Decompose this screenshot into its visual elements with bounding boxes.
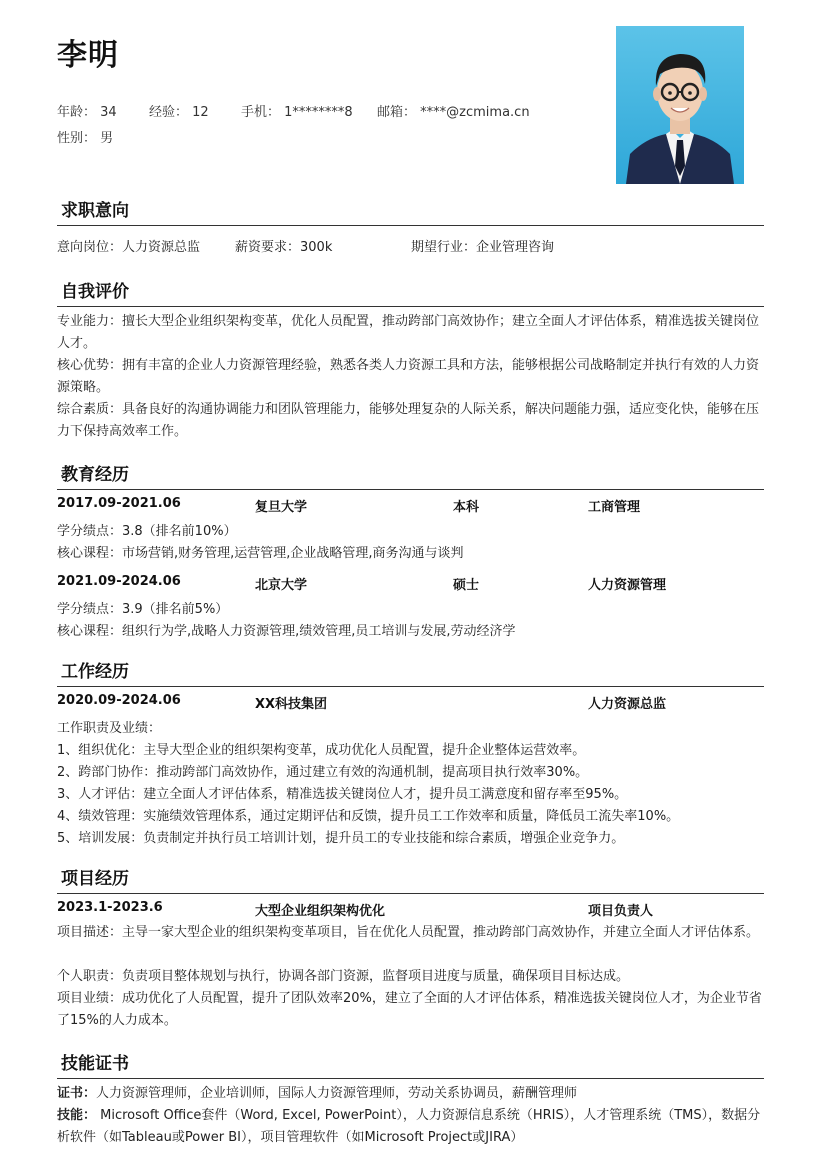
section-divider: [57, 306, 764, 307]
experience-label: 经验：: [149, 105, 189, 120]
email-label: 邮箱：: [377, 105, 417, 120]
section-divider: [57, 686, 764, 687]
project-description: 项目描述：主导一家大型企业的组织架构变革项目，旨在优化人员配置，推动跨部门高效协作，并建立全面人才评估体系。: [57, 925, 760, 940]
gender-info: [57, 127, 113, 146]
edu-2-gpa: 学分绩点：3.9（排名前5%）: [57, 602, 229, 617]
section-divider: [57, 893, 764, 894]
age-label: 年龄：: [57, 105, 97, 120]
work-duty-item: 5、培训发展：负责制定并执行员工培训计划，提升员工的专业技能和综合素质，增强企业竞争力。: [57, 831, 625, 846]
phone-info: [241, 101, 353, 120]
section-title-work: 工作经历: [61, 662, 129, 682]
work-period: 2020.09-2024.06: [57, 693, 181, 708]
skills: [57, 1105, 764, 1149]
phone-value: 1********8: [284, 105, 353, 120]
edu-2-period: 2021.09-2024.06: [57, 574, 181, 589]
email-value: ****@zcmima.cn: [420, 105, 530, 120]
skills-value: Microsoft Office套件（Word, Excel, PowerPoint），人力资源信息系统（HRIS），人才管理系统（TMS），数据分析软件（如Tableau或Power BI），项目管理软件（如Microsoft Project或JIRA）: [57, 1108, 761, 1145]
section-title-skills: 技能证书: [61, 1054, 129, 1074]
experience-info: [149, 101, 209, 120]
edu-2-major: 人力资源管理: [588, 578, 667, 593]
age-info: [57, 101, 117, 120]
edu-1-major: 工商管理: [588, 500, 641, 515]
email-info: [377, 101, 530, 120]
section-title-project: 项目经历: [61, 869, 129, 889]
self-eval-advantage: 核心优势：拥有丰富的企业人力资源管理经验，熟悉各类人力资源工具和方法，能够根据公司战略制定并执行有效的人力资源策略。: [57, 358, 760, 395]
section-title-intent: 求职意向: [61, 201, 129, 221]
intent-salary: 薪资要求：300k: [235, 240, 333, 255]
edu-1-degree: 本科: [453, 500, 480, 515]
project-period: 2023.1-2023.6: [57, 900, 163, 915]
profile-photo: [616, 26, 744, 184]
work-duties-label: 工作职责及业绩：: [57, 721, 162, 736]
edu-1-school: 复旦大学: [255, 500, 308, 515]
certificates-value: 人力资源管理师，企业培训师，国际人力资源管理师，劳动关系协调员，薪酬管理师: [96, 1086, 578, 1101]
self-eval-professional: 专业能力：擅长大型企业组织架构变革，优化人员配置，推动跨部门高效协作；建立全面人才评估体系，精准选拔关键岗位人才。: [57, 314, 760, 351]
intent-position: 意向岗位：人力资源总监: [57, 240, 201, 255]
work-duty-item: 4、绩效管理：实施绩效管理体系，通过定期评估和反馈，提升员工工作效率和质量，降低员工流失率10%。: [57, 809, 680, 824]
work-duty-item: 2、跨部门协作：推动跨部门高效协作，通过建立有效的沟通机制，提高项目执行效率30%。: [57, 765, 589, 780]
edu-2-courses: 核心课程：组织行为学,战略人力资源管理,绩效管理,员工培训与发展,劳动经济学: [57, 624, 516, 639]
edu-2-degree: 硕士: [453, 578, 480, 593]
project-duty: 个人职责：负责项目整体规划与执行，协调各部门资源，监督项目进度与质量，确保项目目标达成。: [57, 969, 630, 984]
certificates: [57, 1083, 764, 1105]
work-company: XX科技集团: [255, 697, 328, 712]
project-name: 大型企业组织架构优化: [255, 904, 386, 919]
certificates-label: 证书：: [57, 1086, 97, 1101]
skills-label: 技能：: [57, 1108, 97, 1123]
age-value: 34: [100, 105, 117, 120]
section-divider: [57, 1078, 764, 1079]
section-divider: [57, 489, 764, 490]
section-divider: [57, 225, 764, 226]
work-role: 人力资源总监: [588, 697, 667, 712]
work-duty-item: 1、组织优化：主导大型企业的组织架构变革，成功优化人员配置，提升企业整体运营效率。: [57, 743, 586, 758]
experience-value: 12: [192, 105, 209, 120]
edu-2-school: 北京大学: [255, 578, 308, 593]
work-duty-item: 3、人才评估：建立全面人才评估体系，精准选拔关键岗位人才，提升员工满意度和留存率至95%。: [57, 787, 628, 802]
gender-value: 男: [100, 131, 114, 146]
candidate-name: 李明: [57, 38, 119, 73]
project-role: 项目负责人: [588, 904, 654, 919]
phone-label: 手机：: [241, 105, 281, 120]
section-title-self-eval: 自我评价: [61, 282, 129, 302]
intent-industry: 期望行业：企业管理咨询: [411, 240, 555, 255]
edu-1-gpa: 学分绩点：3.8（排名前10%）: [57, 524, 237, 539]
project-result: 项目业绩：成功优化了人员配置，提升了团队效率20%，建立了全面的人才评估体系，精准选拔关键岗位人才，为企业节省了15%的人力成本。: [57, 991, 762, 1028]
section-title-education: 教育经历: [61, 465, 129, 485]
self-eval-quality: 综合素质：具备良好的沟通协调能力和团队管理能力，能够处理复杂的人际关系，解决问题能力强，适应变化快，能够在压力下保持高效率工作。: [57, 402, 760, 439]
edu-1-period: 2017.09-2021.06: [57, 496, 181, 511]
gender-label: 性别：: [57, 131, 97, 146]
edu-1-courses: 核心课程：市场营销,财务管理,运营管理,企业战略管理,商务沟通与谈判: [57, 546, 464, 561]
